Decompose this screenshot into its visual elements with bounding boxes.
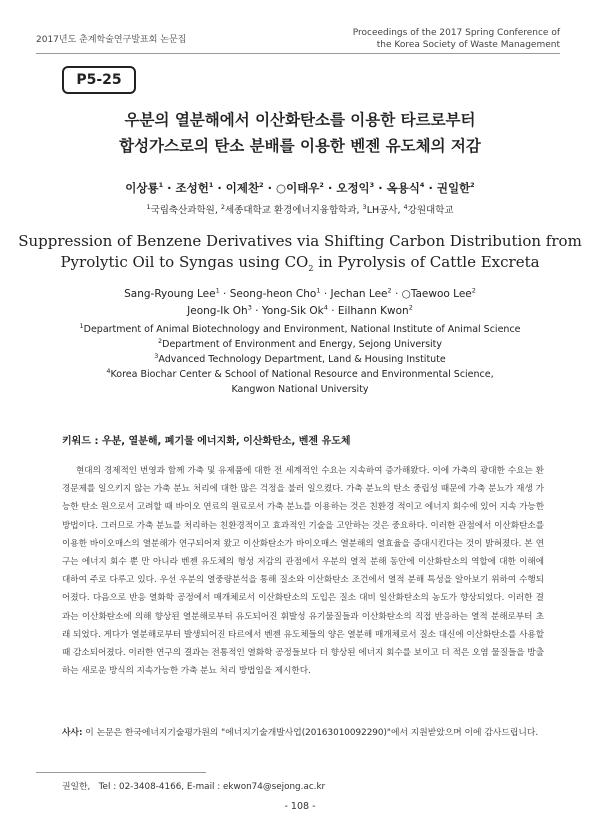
english-title-line2-pre: Pyrolytic Oil to Syngas using CO <box>60 253 309 271</box>
korean-affiliation-text: LH공사, <box>366 205 404 216</box>
english-affiliation-text: Kangwon National University <box>231 384 369 395</box>
english-affiliation-mark: 2 <box>157 336 163 345</box>
english-affiliation-text: Korea Biochar Center & School of National Resource and Environmental Science, <box>110 369 494 380</box>
header-divider <box>36 53 560 54</box>
korean-affiliations <box>0 202 600 216</box>
english-affiliation-line <box>0 366 600 380</box>
author-separator: · <box>327 305 338 317</box>
english-affiliation-mark: 1 <box>79 321 84 330</box>
english-author-list-line1 <box>0 288 600 300</box>
korean-affiliation-mark: 3 <box>362 202 367 211</box>
corresponding-author-footnote: 권일한, Tel : 02-3408-4166, E-mail : ekwon74@sejong.ac.kr <box>62 782 326 792</box>
korean-author-affiliation-mark: 1 <box>208 181 214 190</box>
page-number: - 108 - <box>284 801 316 812</box>
english-affiliation-line <box>0 321 600 335</box>
english-affiliation-line <box>0 351 600 365</box>
english-author-name: Sang-Ryoung Lee <box>124 288 216 300</box>
korean-title-line2: 합성가스로의 탄소 분배를 이용한 벤젠 유도체의 저감 <box>119 137 481 155</box>
english-author-affiliation-mark: 1 <box>215 286 220 295</box>
author-separator: · <box>219 288 230 300</box>
english-title-line2-post: in Pyrolysis of Cattle Excreta <box>313 253 540 271</box>
english-affiliation-line <box>0 336 600 350</box>
author-separator: · <box>263 181 277 195</box>
english-author-name: Yong-Sik Ok <box>261 305 324 317</box>
english-author-name: Jeong-Ik Oh <box>187 305 248 317</box>
korean-author-affiliation-mark: 4 <box>419 181 425 190</box>
english-title-line2 <box>0 253 600 271</box>
author-separator: · <box>213 181 226 195</box>
english-affiliation-text: Department of Animal Biotechnology and Environment, National Institute of Animal Science <box>83 324 521 335</box>
korean-author-name: 옥용식 <box>386 181 420 195</box>
korean-author-affiliation-mark: 2 <box>319 181 324 190</box>
english-author-list-line2 <box>0 305 600 317</box>
english-affiliation-mark: 3 <box>154 351 159 360</box>
english-affiliation-text: Advanced Technology Department, Land & Housing Institute <box>158 354 446 365</box>
korean-author-list <box>0 180 600 196</box>
english-title-subscript: 2 <box>308 264 314 273</box>
korean-author-affiliation-mark: 1 <box>158 181 164 190</box>
english-author-name: Jechan Lee <box>330 288 388 300</box>
author-separator: · <box>251 305 262 317</box>
korean-affiliation-mark: 1 <box>146 202 151 211</box>
english-affiliation-text: Department of Environment and Energy, Sejong University <box>162 339 442 350</box>
english-author-affiliation-mark: 2 <box>387 286 392 295</box>
author-separator: · <box>163 181 176 195</box>
korean-author-name: 조성헌 <box>175 181 209 195</box>
english-affiliation-line <box>0 384 600 395</box>
korean-author-affiliation-mark: 3 <box>369 181 375 190</box>
english-author-affiliation-mark: 4 <box>323 303 328 312</box>
korean-author-affiliation-mark: 2 <box>259 181 264 190</box>
paper-id-badge: P5-25 <box>62 66 136 94</box>
acknowledgment <box>62 725 544 742</box>
korean-author-name: 오정익 <box>336 181 370 195</box>
korean-author-name: 이제찬 <box>225 181 260 195</box>
acknowledgment-label: 사사: <box>62 728 83 738</box>
korean-author-affiliation-mark: 2 <box>470 181 475 190</box>
author-separator: · <box>320 288 331 300</box>
english-title-line1: Suppression of Benzene Derivatives via Shifting Carbon Distribution from <box>18 232 582 250</box>
korean-title-line1: 우분의 열분해에서 이산화탄소를 이용한 타르로부터 <box>124 111 476 129</box>
author-separator: · <box>424 181 437 195</box>
author-separator: · <box>374 181 387 195</box>
korean-affiliation-text: 세종대학교 환경에너지융합학과, <box>225 205 363 216</box>
korean-author-name: ○이태우 <box>276 181 320 195</box>
acknowledgment-text: 이 논문은 한국에너지기술평가원의 "에너지기술개발사업(20163010092290)"에서 지원받았으며 이에 감사드립니다. <box>82 728 539 738</box>
korean-affiliation-text: 국립축산과학원, <box>150 205 221 216</box>
korean-affiliation-mark: 4 <box>403 202 408 211</box>
english-author-name: Eilhann Kwon <box>337 305 409 317</box>
running-header-right-line2: the Korea Society of Waste Management <box>376 40 560 50</box>
running-header-left: 2017년도 춘계학술연구발표회 논문집 <box>36 35 187 45</box>
english-author-affiliation-mark: 2 <box>408 303 413 312</box>
korean-author-name: 이상룡 <box>125 181 159 195</box>
footnote-divider <box>36 772 206 773</box>
english-affiliation-mark: 4 <box>106 366 111 375</box>
running-header-right <box>353 27 560 51</box>
korean-author-name: 권일한 <box>436 181 471 195</box>
korean-affiliation-mark: 2 <box>220 202 225 211</box>
abstract-body: 현대의 경제적인 번영과 함께 가축 및 유제품에 대한 전 세계적인 수요는 지속하여 증가해왔다. 이에 가축의 광대한 수요는 환경문제를 일으키지 않는 가축 분뇨 처리에 대한 많은 걱정을 불러 일으켰다. 가축 분뇨의 탄소 중립성 때문에 가축 분뇨가 재생 가능한 탄소 원으로서 고려할 때 바이오 연료의 원료로서 가축 분뇨를 이용하는 것은 친환경 적이고 에너지 회수에 있어 지속 가능한 방법이다. 그러므로 가축 분뇨를 처리하는 친환경적이고 효과적인 기술을 고안하는 것은 중요하다. 이러한 관점에서 이산화탄소를 이용한 바이오매스의 열분해가 연구되어져 왔고 이산화탄소가 바이오매스 열분해의 열효율을 증대시킨다는 것이 밝혀졌다. 본 연구는 에너지 회수 뿐 만 아니라 벤젠 유도체의 형성 저감의 관점에서 우분의 열적 분해 동안에 이산화탄소의 역할에 대한 이해에 대하여 주로 다루고 있다. 우선 우분의 열중량분석을 통해 질소와 이산화탄소 조건에서 열적 분해 특성을 알아보기 위하여 수행되어졌다. 다음으로 반응 열화학 공정에서 매개체로서 이산화탄소의 도입은 질소 대비 일산화탄소의 농도가 향상되었다. 이러한 결과는 이산화탄소에 의해 향상된 열분해로부터 유도되어진 휘발성 유기물질들과 이산화탄소의 직접 반응하는 열적 분해로부터 초래 되었다. 게다가 열분해로부터 발생되어진 타르에서 벤젠 유도체들의 양은 열분해 매개체로서 질소 대신에 이산화탄소를 사용할 때 감소되어졌다. 이러한 연구의 결과는 전통적인 열화학 공정들보다 더 향상된 에너지 회수를 보이고 더 적은 오염 물질들을 방출하는 새로운 방식의 지속가능한 가축 분뇨 처리 방법임을 제시한다. <box>62 466 544 677</box>
english-author-affiliation-mark: 3 <box>247 303 252 312</box>
english-author-name: Seong-heon Cho <box>229 288 317 300</box>
english-author-name: ○Taewoo Lee <box>401 288 472 300</box>
running-header-right-line1: Proceedings of the 2017 Spring Conference of <box>352 28 560 38</box>
keywords: 키워드 : 우분, 열분해, 폐기물 에너지화, 이산화탄소, 벤젠 유도체 <box>62 436 351 447</box>
english-author-affiliation-mark: 2 <box>471 286 476 295</box>
korean-affiliation-text: 강원대학교 <box>407 205 454 216</box>
author-separator: · <box>391 288 402 300</box>
author-separator: · <box>323 181 337 195</box>
english-author-affiliation-mark: 1 <box>316 286 321 295</box>
